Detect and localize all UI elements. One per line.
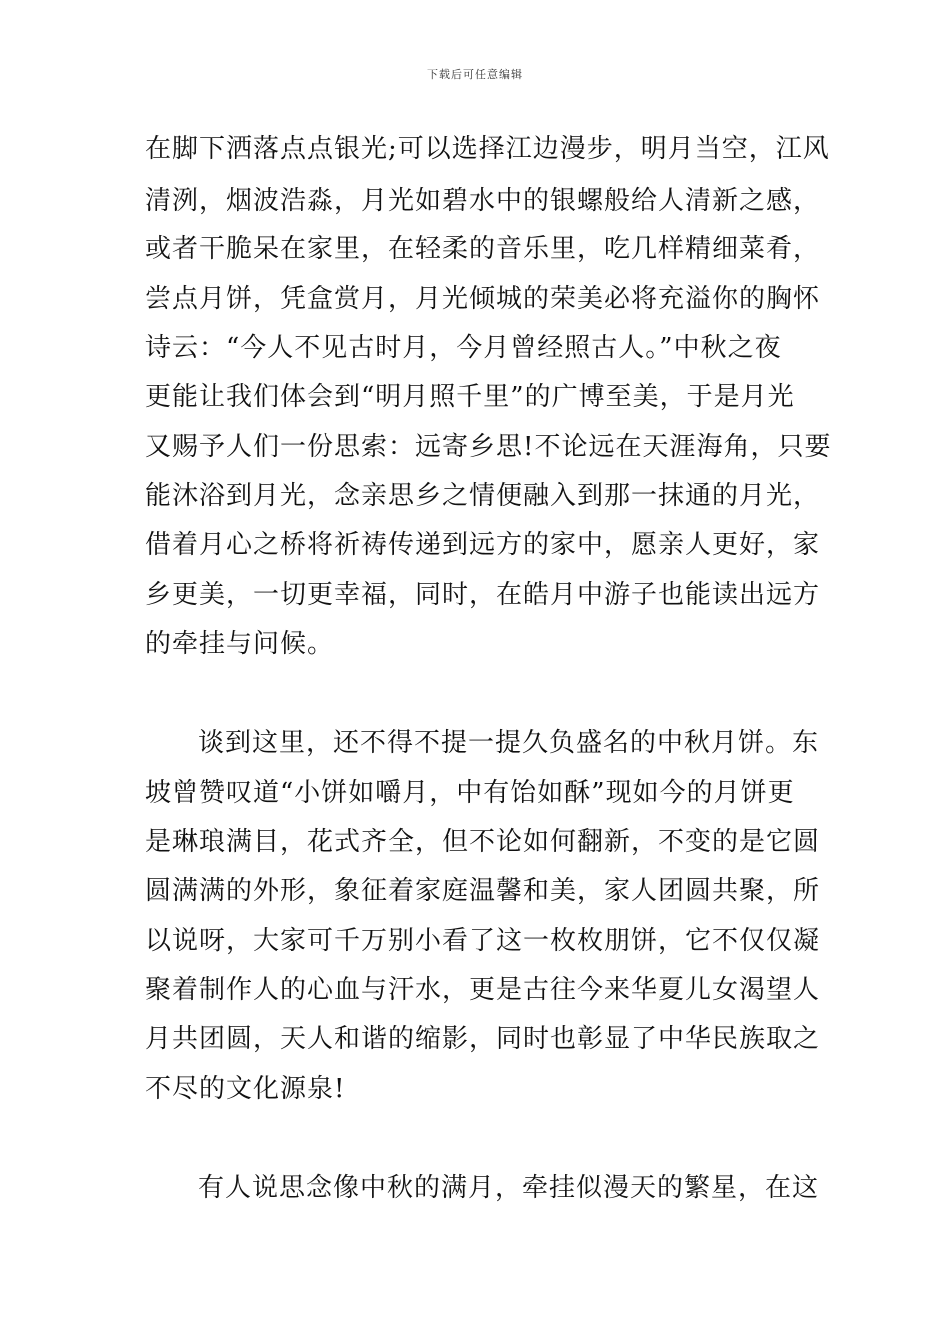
- paragraph-2-line-2: 坡曾赞叹道“小饼如嚼月，中有饴如酥”现如今的月饼更: [145, 778, 795, 808]
- paragraph-1-line-8: 能沐浴到月光，念亲思乡之情便融入到那一抹通的月光，: [145, 481, 821, 511]
- paragraph-2-line-5: 以说呀，大家可千万别小看了这一枚枚朋饼，它不仅仅凝: [145, 926, 821, 956]
- paragraph-3-line-1: 有人说思念像中秋的满月，牵挂似漫天的繁星，在这: [198, 1173, 820, 1203]
- paragraph-1-line-5: 诗云：“今人不见古时月，今月曾经照古人。”中秋之夜: [145, 333, 782, 363]
- paragraph-1-line-11: 的牵挂与问候。: [145, 629, 335, 659]
- page-header-note: 下载后可任意编辑: [427, 68, 523, 81]
- paragraph-1-line-3: 或者干脆呆在家里，在轻柔的音乐里，吃几样精细菜肴，: [145, 234, 821, 264]
- paragraph-1-line-1: 在脚下洒落点点银光;可以选择江边漫步，明月当空，江风: [145, 134, 830, 164]
- paragraph-2-line-4: 圆满满的外形，象征着家庭温馨和美，家人团圆共聚，所: [145, 876, 821, 906]
- paragraph-1-line-10: 乡更美，一切更幸福，同时，在皓月中游子也能读出远方: [145, 580, 821, 610]
- paragraph-2-line-1: 谈到这里，还不得不提一提久负盛名的中秋月饼。东: [198, 728, 820, 758]
- paragraph-2-line-6: 聚着制作人的心血与汗水，更是古往今来华夏儿女渴望人: [145, 975, 821, 1005]
- paragraph-2-line-8: 不尽的文化源泉!: [145, 1074, 346, 1104]
- paragraph-1-line-7: 又赐予人们一份思索：远寄乡思!不论远在天涯海角，只要: [145, 432, 832, 462]
- paragraph-1-line-4: 尝点月饼，凭盒赏月，月光倾城的荣美必将充溢你的胸怀: [145, 284, 821, 314]
- paragraph-1-line-2: 清洌，烟波浩淼，月光如碧水中的银螺般给人清新之感，: [145, 186, 821, 216]
- paragraph-1-line-9: 借着月心之桥将祈祷传递到远方的家中，愿亲人更好，家: [145, 530, 821, 560]
- paragraph-2-line-3: 是琳琅满目，花式齐全，但不论如何翻新，不变的是它圆: [145, 827, 821, 857]
- paragraph-1-line-6: 更能让我们体会到“明月照千里”的广博至美，于是月光: [145, 382, 795, 412]
- paragraph-2-line-7: 月共团圆，天人和谐的缩影，同时也彰显了中华民族取之: [145, 1024, 821, 1054]
